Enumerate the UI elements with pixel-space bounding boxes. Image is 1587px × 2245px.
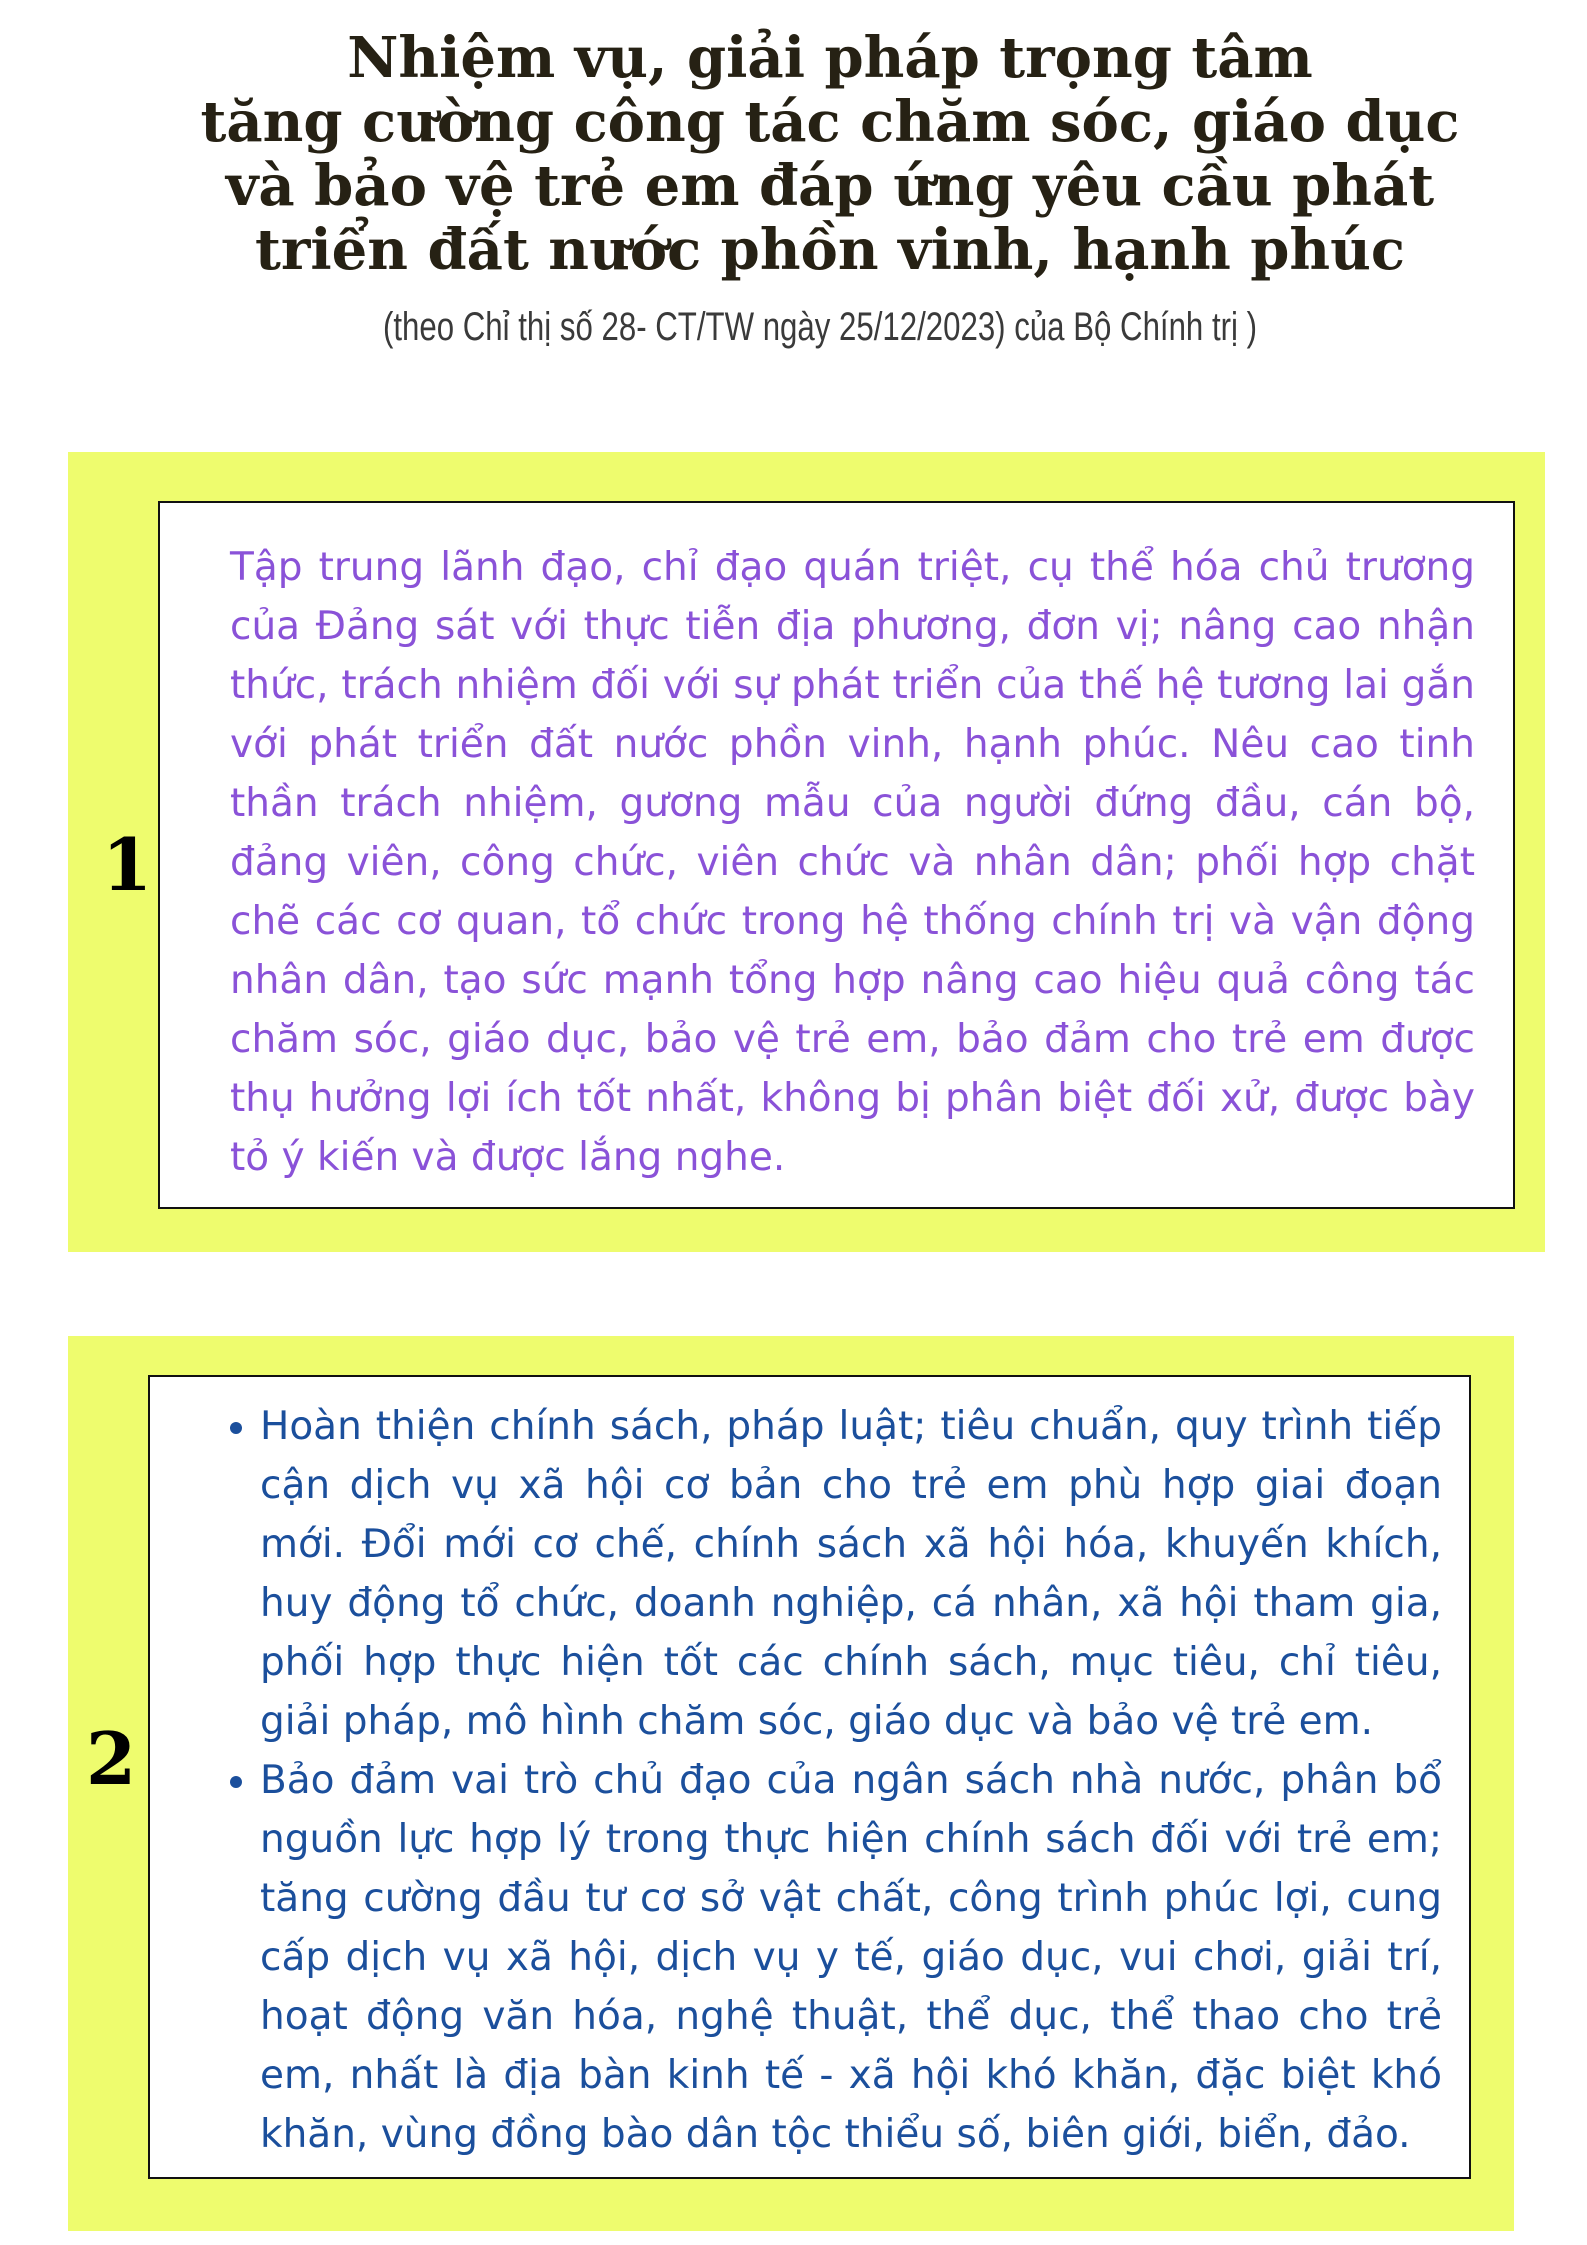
- section-2-panel: [68, 1336, 1514, 2231]
- page-subtitle: (theo Chỉ thị số 28- CT/TW ngày 25/12/2023) của Bộ Chính trị ): [382, 305, 1258, 349]
- section-number: 2: [86, 1716, 137, 1801]
- title-line: và bảo vệ trẻ em đáp ứng yêu cầu phát: [225, 153, 1435, 219]
- section-text-box: [148, 1375, 1471, 2179]
- title-line: tăng cường công tác chăm sóc, giáo dục: [200, 89, 1460, 155]
- section-1-panel: [68, 452, 1545, 1252]
- list-item: • Hoàn thiện chính sách, pháp luật; tiêu chuẩn, quy trình tiếp cận dịch vụ xã hội cơ bản cho trẻ em phù hợp giai đoạn mới. Đổi mới cơ chế, chính sách xã hội hóa, khuyến khích, huy động tổ chức, doanh nghiệp, cá nhân, xã hội tham gia, phối hợp thực hiện tốt các chính sách, mục tiêu, chỉ tiêu, giải pháp, mô hình chăm sóc, giáo dục và bảo vệ trẻ em.: [260, 1397, 1442, 1751]
- section-paragraph: Tập trung lãnh đạo, chỉ đạo quán triệt, cụ thể hóa chủ trương của Đảng sát với thực tiễn địa phương, đơn vị; nâng cao nhận thức, trách nhiệm đối với sự phát triển của thế hệ tương lai gắn với phát triển đất nước phồn vinh, hạnh phúc. Nêu cao tinh thần trách nhiệm, gương mẫu của người đứng đầu, cán bộ, đảng viên, công chức, viên chức và nhân dân; phối hợp chặt chẽ các cơ quan, tổ chức trong hệ thống chính trị và vận động nhân dân, tạo sức mạnh tổng hợp nâng cao hiệu quả công tác chăm sóc, giáo dục, bảo vệ trẻ em, bảo đảm cho trẻ em được thụ hưởng lợi ích tốt nhất, không bị phân biệt đối xử, được bày tỏ ý kiến và được lắng nghe.: [230, 545, 1475, 1180]
- list-item: • Bảo đảm vai trò chủ đạo của ngân sách nhà nước, phân bổ nguồn lực hợp lý trong thực hiện chính sách đối với trẻ em; tăng cường đầu tư cơ sở vật chất, công trình phúc lợi, cung cấp dịch vụ xã hội, dịch vụ y tế, giáo dục, vui chơi, giải trí, hoạt động văn hóa, nghệ thuật, thể dục, thể thao cho trẻ em, nhất là địa bàn kinh tế - xã hội khó khăn, đặc biệt khó khăn, vùng đồng bào dân tộc thiểu số, biên giới, biển, đảo.: [260, 1751, 1442, 2164]
- page-title: [80, 26, 1580, 282]
- title-line: triển đất nước phồn vinh, hạnh phúc: [255, 217, 1405, 283]
- title-line: Nhiệm vụ, giải pháp trọng tâm: [347, 25, 1313, 91]
- bullet-list: [212, 1397, 1442, 2164]
- section-number: 1: [102, 822, 153, 907]
- section-text-box: [158, 501, 1515, 1209]
